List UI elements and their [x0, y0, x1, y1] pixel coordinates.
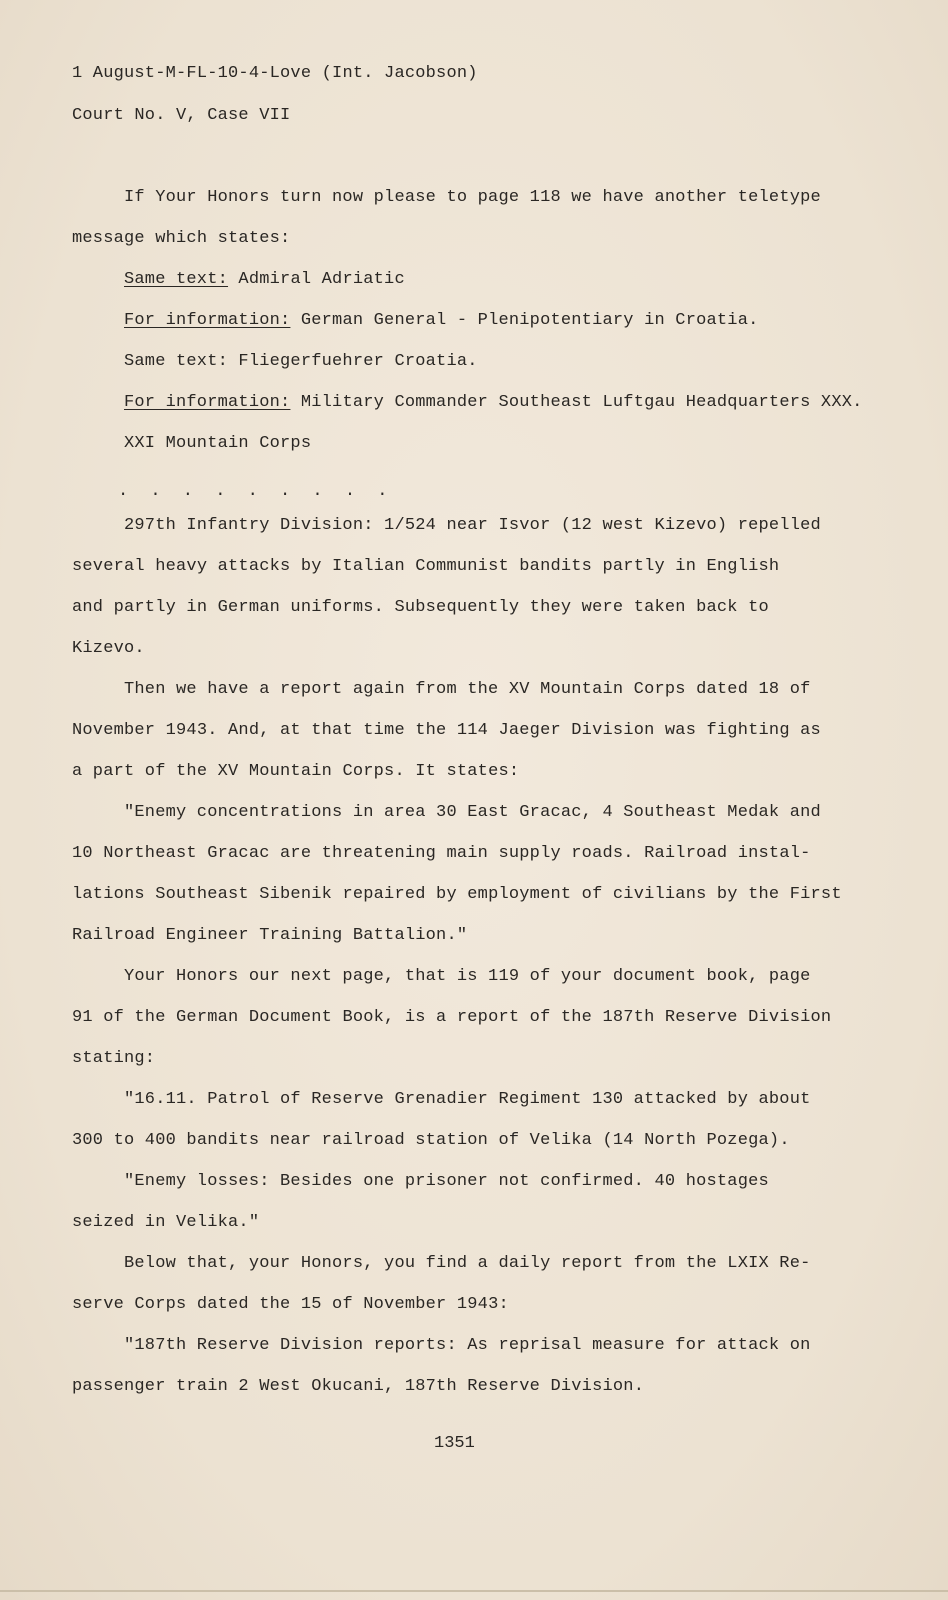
for-information-label: For information:: [124, 311, 291, 330]
quote-line: 10 Northeast Gracac are threatening main supply roads. Railroad instal-: [72, 844, 811, 863]
for-information-value: German General - Plenipotentiary in Croatia.: [290, 311, 759, 330]
for-information-label-2: For information:: [124, 393, 291, 412]
page-number: 1351: [434, 1434, 475, 1453]
paragraph-line: several heavy attacks by Italian Communist bandits partly in English: [72, 557, 780, 576]
paragraph-line: a part of the XV Mountain Corps. It states:: [72, 762, 520, 781]
same-text-label: Same text:: [124, 270, 229, 289]
paragraph-line: 91 of the German Document Book, is a report of the 187th Reserve Division: [72, 1008, 832, 1027]
quote-line: seized in Velika.": [72, 1213, 260, 1232]
paragraph-line: Kizevo.: [72, 639, 145, 658]
paragraph-line: 297th Infantry Division: 1/524 near Isvor (12 west Kizevo) repelled: [124, 516, 821, 535]
paragraph-line: Then we have a report again from the XV Mountain Corps dated 18 of: [124, 680, 811, 699]
header-court: Court No. V, Case VII: [72, 106, 291, 125]
same-text-line: [124, 270, 405, 290]
quote-line: "Enemy concentrations in area 30 East Gracac, 4 Southeast Medak and: [124, 803, 821, 822]
paragraph-line: November 1943. And, at that time the 114 Jaeger Division was fighting as: [72, 721, 821, 740]
quote-line: passenger train 2 West Okucani, 187th Reserve Division.: [72, 1377, 645, 1396]
quote-line: "187th Reserve Division reports: As reprisal measure for attack on: [124, 1336, 811, 1355]
quote-line: "Enemy losses: Besides one prisoner not confirmed. 40 hostages: [124, 1172, 769, 1191]
for-information-line-2: [124, 393, 863, 413]
same-text-value: Admiral Adriatic: [228, 270, 405, 289]
for-information-line: [124, 311, 759, 331]
ellipsis-dots: . . . . . . . . .: [118, 482, 394, 501]
header-reference: 1 August-M-FL-10-4-Love (Int. Jacobson): [72, 64, 478, 83]
paragraph-line: Below that, your Honors, you find a daily report from the LXIX Re-: [124, 1254, 811, 1273]
paragraph-line: Your Honors our next page, that is 119 of your document book, page: [124, 967, 811, 986]
paragraph-line: message which states:: [72, 229, 291, 248]
same-text-line-2: Same text: Fliegerfuehrer Croatia.: [124, 352, 478, 371]
page-edge-divider: [0, 1590, 948, 1592]
paragraph-line: and partly in German uniforms. Subsequently they were taken back to: [72, 598, 769, 617]
paragraph-line: serve Corps dated the 15 of November 1943:: [72, 1295, 509, 1314]
quote-line: 300 to 400 bandits near railroad station of Velika (14 North Pozega).: [72, 1131, 790, 1150]
quote-line: lations Southeast Sibenik repaired by employment of civilians by the First: [72, 885, 842, 904]
paragraph-line: stating:: [72, 1049, 156, 1068]
quote-line: "16.11. Patrol of Reserve Grenadier Regiment 130 attacked by about: [124, 1090, 811, 1109]
for-information-value-2: Military Commander Southeast Luftgau Headquarters XXX.: [290, 393, 863, 412]
quote-line: Railroad Engineer Training Battalion.": [72, 926, 468, 945]
paragraph-line: If Your Honors turn now please to page 118 we have another teletype: [124, 188, 821, 207]
corps-heading: XXI Mountain Corps: [124, 434, 312, 453]
